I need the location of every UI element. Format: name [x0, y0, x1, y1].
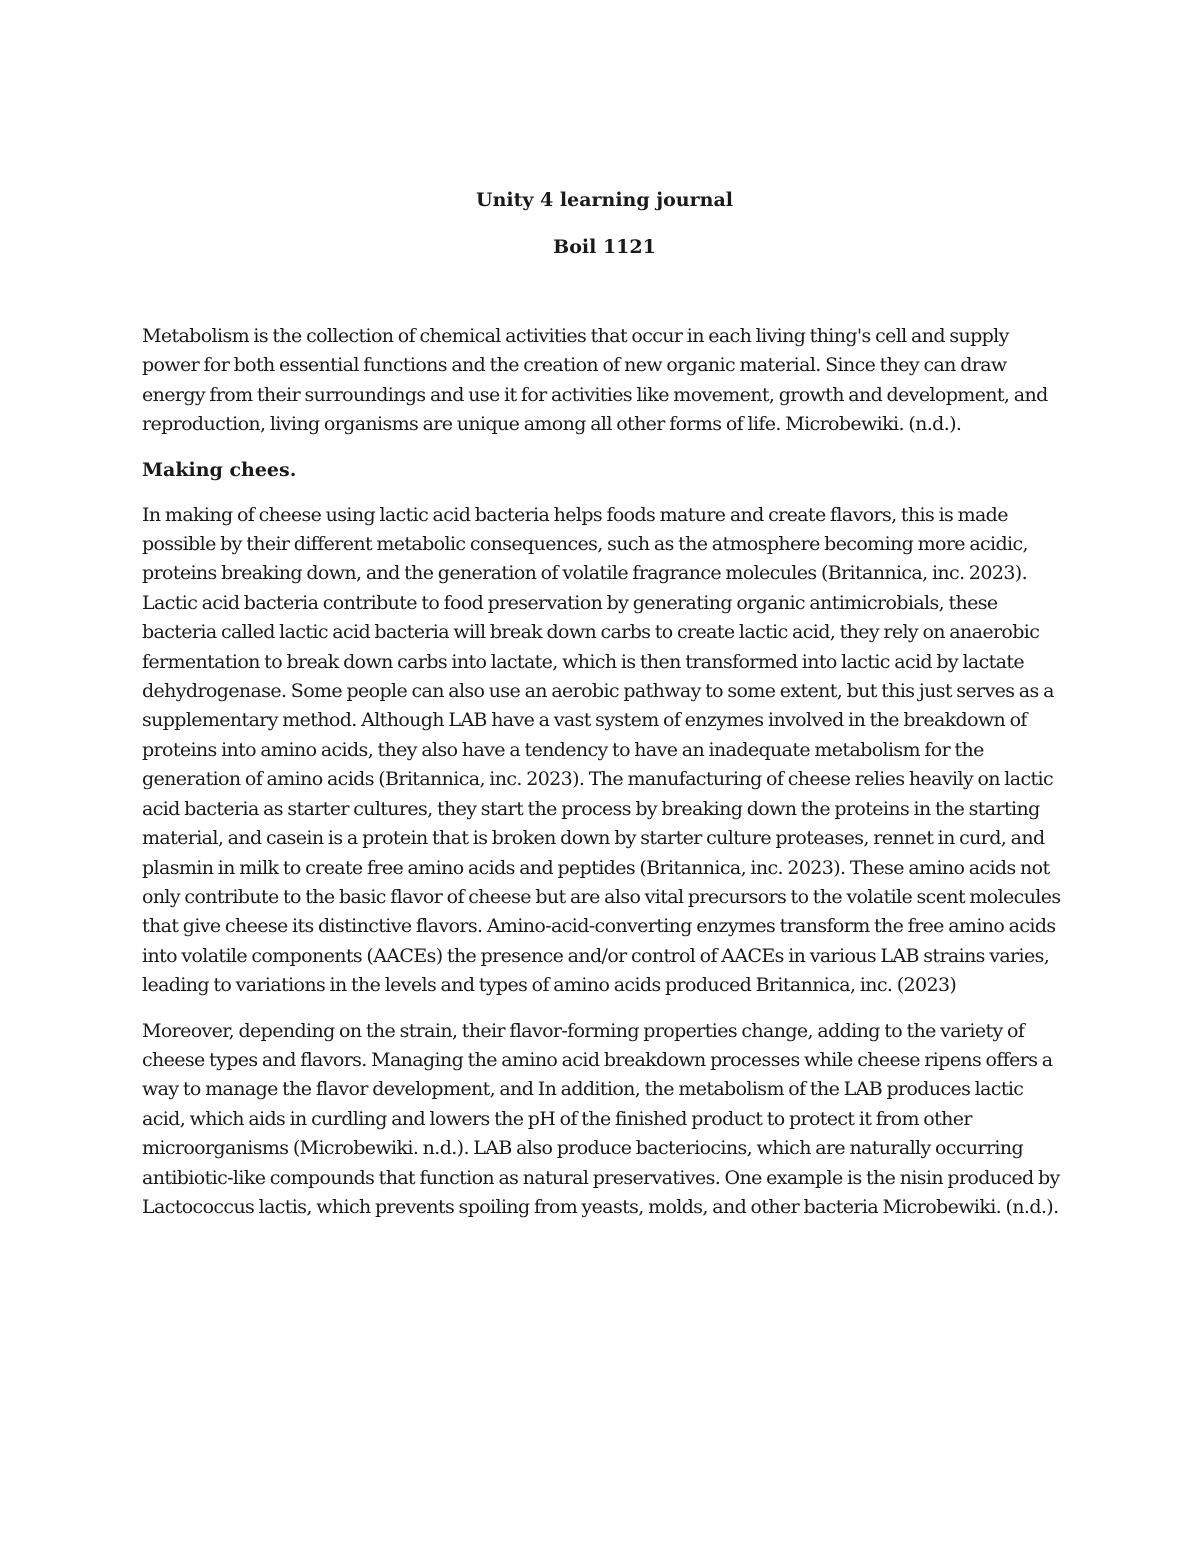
- body-paragraph-2: Moreover, depending on the strain, their flavor-forming properties change, adding to the variety of cheese types and flavors. Managing the amino acid breakdown processes while cheese ripens offers a way to manage the flavor development, and In addition, the metabolism of the LAB produces lactic acid, which aids in curdling and lowers the pH of the finished product to protect it from other microorganisms (Microbewiki. n.d.). LAB also produce bacteriocins, which are naturally occurring antibiotic-like compounds that function as natural preservatives. One example is the nisin produced by Lactococcus lactis, which prevents spoiling from yeasts, molds, and other bacteria Microbewiki. (n.d.).: [142, 1019, 1060, 1218]
- document-body: [142, 186, 1067, 1238]
- body-paragraph-1: In making of cheese using lactic acid bacteria helps foods mature and create flavors, this is made possible by their different metabolic consequences, such as the atmosphere becoming more acidic, proteins breaking down, and the generation of volatile fragrance molecules (Britannica, inc. 2023). Lactic acid bacteria contribute to food preservation by generating organic antimicrobials, these bacteria called lactic acid bacteria will break down carbs to create lactic acid, they rely on anaerobic fermentation to break down carbs into lactate, which is then transformed into lactic acid by lactate dehydrogenase. Some people can also use an aerobic pathway to some extent, but this just serves as a supplementary method. Although LAB have a vast system of enzymes involved in the breakdown of proteins into amino acids, they also have a tendency to have an inadequate metabolism for the generation of amino acids (Britannica, inc. 2023). The manufacturing of cheese relies heavily on lactic acid bacteria as starter cultures, they start the process by breaking down the proteins in the starting material, and casein is a protein that is broken down by starter culture proteases, rennet in curd, and plasmin in milk to create free amino acids and peptides (Britannica, inc. 2023). These amino acids not only contribute to the basic flavor of cheese but are also vital precursors to the volatile scent molecules that give cheese its distinctive flavors. Amino-acid-converting enzymes transform the free amino acids into volatile components (AACEs) the presence and/or control of AACEs in various LAB strains varies, leading to variations in the levels and types of amino acids produced Britannica, inc. (2023): [142, 503, 1061, 997]
- document-title: Unity 4 learning journal: [476, 189, 733, 211]
- section-heading: Making chees.: [142, 458, 297, 481]
- intro-paragraph: Metabolism is the collection of chemical activities that occur in each living thing's cell and supply power for both essential functions and the creation of new organic material. Since they can draw energy from their surroundings and use it for activities like movement, growth and development, and reproduction, living organisms are unique among all other forms of life. Microbewiki. (n.d.).: [142, 325, 1048, 436]
- document-subtitle: Boil 1121: [553, 236, 656, 258]
